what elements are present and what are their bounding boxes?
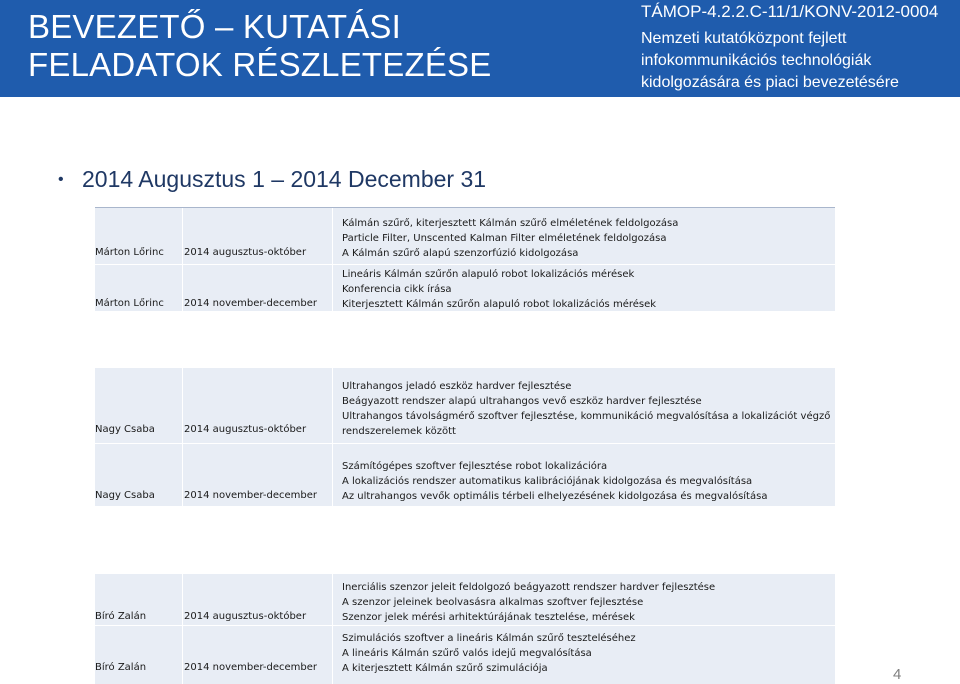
table-row-5-tasks [342, 580, 715, 625]
task-line: Beágyazott rendszer alapú ultrahangos vevő eszköz hardver fejlesztése [342, 396, 702, 407]
task-line: Szenzor jelek mérési arhitektúrájának tesztelése, mérések [342, 612, 635, 623]
table-row-4-name: Nagy Csaba [95, 490, 155, 501]
table-row-4-period: 2014 november-december [184, 490, 317, 501]
project-description [641, 28, 938, 94]
task-line: Lineáris Kálmán szűrőn alapuló robot lokalizációs mérések [342, 269, 635, 280]
task-line: Inerciális szenzor jeleit feldolgozó beágyazott rendszer hardver fejlesztése [342, 582, 716, 593]
task-line: A lokalizációs rendszer automatikus kalibrációjának kidolgozása és megvalósítása [342, 476, 753, 487]
table-row-2-period: 2014 november-december [184, 298, 317, 309]
task-line: Kiterjesztett Kálmán szűrőn alapuló robot lokalizációs mérések [342, 299, 657, 310]
task-line: A kiterjesztett Kálmán szűrő szimulációja [342, 663, 548, 674]
table-row-2-tasks [342, 267, 656, 312]
task-line: A Kálmán szűrő alapú szenzorfúzió kidolgozása [342, 248, 579, 259]
task-line: Kálmán szűrő, kiterjesztett Kálmán szűrő elméletének feldolgozása [342, 218, 679, 229]
table-row-5-period: 2014 augusztus-október [184, 611, 307, 622]
task-line: rendszerelemek között [342, 426, 456, 437]
table-row-1-tasks [342, 216, 678, 261]
task-line: Ultrahangos jeladó eszköz hardver fejlesztése [342, 381, 572, 392]
table-row-2-name: Márton Lőrinc [95, 298, 164, 309]
task-line: A szenzor jeleinek beolvasásra alkalmas szoftver fejlesztése [342, 597, 644, 608]
table-row-6-name: Bíró Zalán [95, 662, 147, 673]
table-row-5-name: Bíró Zalán [95, 611, 147, 622]
table-row-1-period: 2014 augusztus-október [184, 247, 307, 258]
table-row-4-tasks [342, 459, 767, 504]
bullet-dot-icon: • [58, 171, 64, 188]
table-row-6-tasks [342, 631, 636, 676]
table-row-3-tasks [342, 379, 830, 439]
table-row-3-name: Nagy Csaba [95, 424, 155, 435]
title-bar [0, 0, 960, 97]
table-row-3-period: 2014 augusztus-október [184, 424, 307, 435]
page-number: 4 [893, 666, 902, 683]
task-line: Számítógépes szoftver fejlesztése robot lokalizációra [342, 461, 608, 472]
table-row-6-period: 2014 november-december [184, 662, 317, 673]
project-description-line-3: kidolgozására és piaci bevezetésére [641, 74, 899, 91]
bullet-text: 2014 Augusztus 1 – 2014 December 31 [82, 166, 487, 192]
table-row-1-name: Márton Lőrinc [95, 247, 164, 258]
slide-title-line-2: FELADATOK RÉSZLETEZÉSE [28, 46, 492, 83]
task-line: Szimulációs szoftver a lineáris Kálmán szűrő teszteléséhez [342, 633, 636, 644]
task-line: Konferencia cikk írása [342, 284, 452, 295]
project-code: TÁMOP-4.2.2.C-11/1/KONV-2012-0004 [641, 2, 939, 21]
project-info [641, 1, 938, 94]
slide-title [28, 8, 491, 84]
slide-title-line-1: BEVEZETŐ – KUTATÁSI [28, 8, 401, 45]
task-line: Particle Filter, Unscented Kalman Filter elméletének feldolgozása [342, 233, 667, 244]
project-description-line-1: Nemzeti kutatóközpont fejlett [641, 30, 847, 47]
project-description-line-2: infokommunikációs technológiák [641, 52, 872, 69]
task-line: Az ultrahangos vevők optimális térbeli elhelyezésének kidolgozása és megvalósítása [342, 491, 768, 502]
task-line: Ultrahangos távolságmérő szoftver fejlesztése, kommunikáció megvalósítása a lokalizációt végző [342, 411, 831, 422]
bullet-item [58, 166, 486, 193]
task-line: A lineáris Kálmán szűrő valós idejű megvalósítása [342, 648, 592, 659]
